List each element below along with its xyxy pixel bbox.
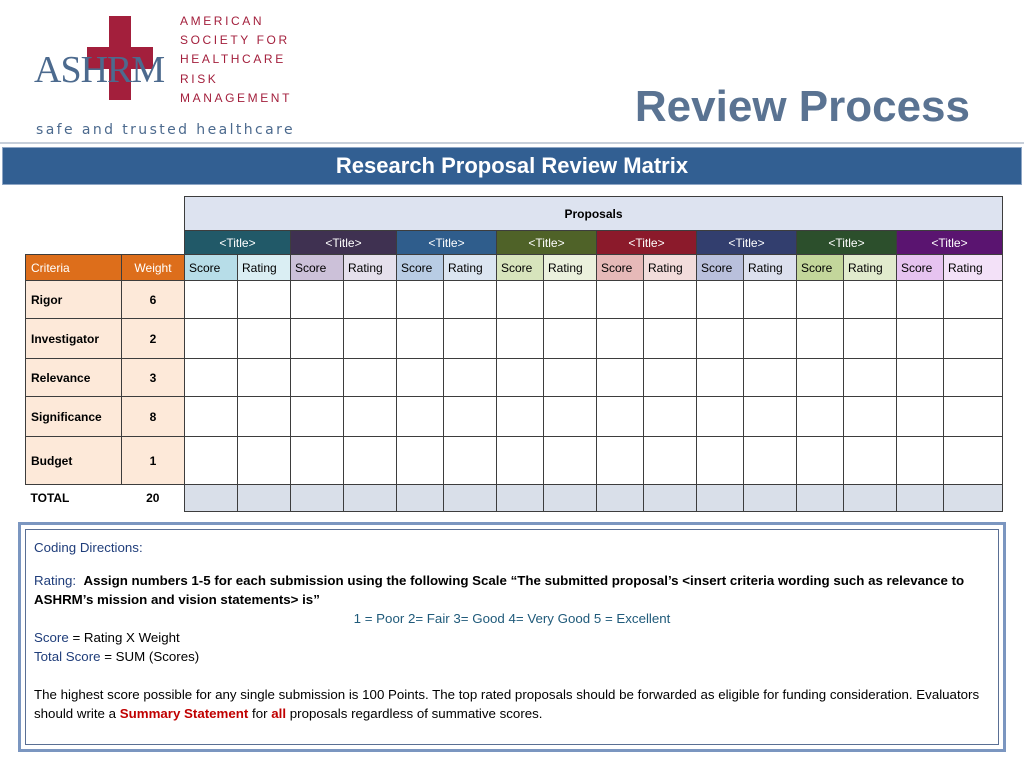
score-entry-cell[interactable]: [797, 437, 844, 485]
score-entry-cell[interactable]: [185, 359, 238, 397]
score-header: Score: [797, 255, 844, 281]
score-entry-cell[interactable]: [697, 359, 744, 397]
rating-entry-cell[interactable]: [944, 397, 1003, 437]
rating-header: Rating: [844, 255, 897, 281]
directions-heading: Coding Directions:: [34, 540, 143, 555]
total-rating-cell[interactable]: [944, 485, 1003, 512]
total-rating-cell[interactable]: [544, 485, 597, 512]
score-entry-cell[interactable]: [797, 319, 844, 359]
criteria-name: Relevance: [26, 359, 122, 397]
matrix-banner: Research Proposal Review Matrix: [2, 147, 1022, 185]
score-entry-cell[interactable]: [597, 437, 644, 485]
rating-scale: 1 = Poor 2= Fair 3= Good 4= Very Good 5 = Excellent: [353, 611, 671, 626]
total-label: TOTAL: [30, 491, 70, 506]
rating-entry-cell[interactable]: [844, 359, 897, 397]
score-entry-cell[interactable]: [291, 437, 344, 485]
score-entry-cell[interactable]: [897, 359, 944, 397]
score-entry-cell[interactable]: [397, 397, 444, 437]
total-row: [26, 485, 1003, 512]
score-header: Score: [597, 255, 644, 281]
proposal-title: <Title>: [697, 231, 797, 255]
all-text: all: [271, 706, 287, 721]
total-score-cell[interactable]: [397, 485, 444, 512]
rating-entry-cell[interactable]: [344, 437, 397, 485]
rating-entry-cell[interactable]: [644, 397, 697, 437]
rating-header: Rating: [344, 255, 397, 281]
total-rating-cell[interactable]: [238, 485, 291, 512]
score-entry-cell[interactable]: [597, 397, 644, 437]
score-entry-cell[interactable]: [291, 281, 344, 319]
rating-entry-cell[interactable]: [744, 281, 797, 319]
score-entry-cell[interactable]: [797, 359, 844, 397]
score-entry-cell[interactable]: [897, 319, 944, 359]
proposal-title: <Title>: [497, 231, 597, 255]
criteria-weight: 8: [122, 397, 185, 437]
score-entry-cell[interactable]: [497, 319, 544, 359]
note-text-3: proposals regardless of summative scores.: [286, 706, 543, 721]
rating-entry-cell[interactable]: [344, 397, 397, 437]
score-entry-cell[interactable]: [797, 397, 844, 437]
header-divider: [0, 142, 1024, 144]
score-entry-cell[interactable]: [697, 437, 744, 485]
total-score-cell[interactable]: [291, 485, 344, 512]
score-entry-cell[interactable]: [897, 281, 944, 319]
proposal-title: <Title>: [597, 231, 697, 255]
rating-entry-cell[interactable]: [744, 437, 797, 485]
blank-cell: [26, 231, 185, 255]
logo-line: AMERICAN: [180, 14, 265, 28]
rating-entry-cell[interactable]: [544, 319, 597, 359]
rating-entry-cell[interactable]: [238, 319, 291, 359]
criteria-weight: 6: [122, 281, 185, 319]
rating-entry-cell[interactable]: [444, 437, 497, 485]
criteria-weight: 2: [122, 319, 185, 359]
coding-directions-box: [18, 522, 1006, 752]
score-entry-cell[interactable]: [397, 437, 444, 485]
criteria-weight: 3: [122, 359, 185, 397]
rating-header: Rating: [444, 255, 497, 281]
rating-entry-cell[interactable]: [944, 437, 1003, 485]
score-entry-cell[interactable]: [897, 397, 944, 437]
criteria-row: [26, 281, 1003, 319]
score-header: Score: [497, 255, 544, 281]
score-entry-cell[interactable]: [597, 359, 644, 397]
logo-wordmark: [180, 12, 320, 108]
logo-tagline: safe and trusted healthcare: [36, 122, 295, 138]
total-rating-cell[interactable]: [644, 485, 697, 512]
rating-entry-cell[interactable]: [238, 281, 291, 319]
rating-entry-cell[interactable]: [238, 359, 291, 397]
proposal-title: <Title>: [185, 231, 291, 255]
score-entry-cell[interactable]: [697, 281, 744, 319]
score-entry-cell[interactable]: [597, 319, 644, 359]
logo-line: SOCIETY FOR: [180, 33, 290, 48]
rating-entry-cell[interactable]: [944, 359, 1003, 397]
rating-entry-cell[interactable]: [944, 319, 1003, 359]
note-text-2: for: [248, 706, 272, 721]
weight-header: Weight: [122, 255, 185, 281]
ashrm-logo: [30, 12, 320, 142]
criteria-row: [26, 437, 1003, 485]
score-entry-cell[interactable]: [697, 319, 744, 359]
rating-entry-cell[interactable]: [544, 281, 597, 319]
score-entry-cell[interactable]: [291, 319, 344, 359]
coding-directions-content: [25, 529, 999, 745]
score-entry-cell[interactable]: [397, 281, 444, 319]
total-score-cell[interactable]: [185, 485, 238, 512]
score-entry-cell[interactable]: [185, 437, 238, 485]
score-entry-cell[interactable]: [897, 437, 944, 485]
score-header: Score: [185, 255, 238, 281]
criteria-row: [26, 359, 1003, 397]
total-score-formula: [34, 647, 990, 666]
total-score-cell[interactable]: [897, 485, 944, 512]
criteria-row: [26, 397, 1003, 437]
rating-entry-cell[interactable]: [844, 281, 897, 319]
note-text-1: The highest score possible for any single submission is 100 Points. The top rated proposals should be forwarded as eligible for funding consideration. Evaluators should write a: [34, 687, 980, 721]
rating-entry-cell[interactable]: [744, 397, 797, 437]
rating-entry-cell[interactable]: [644, 281, 697, 319]
score-entry-cell[interactable]: [397, 319, 444, 359]
rating-instruction: [34, 571, 990, 609]
criteria-name: Budget: [26, 437, 122, 485]
total-rating-cell[interactable]: [444, 485, 497, 512]
score-entry-cell[interactable]: [291, 359, 344, 397]
total-rating-cell[interactable]: [744, 485, 797, 512]
score-entry-cell[interactable]: [497, 359, 544, 397]
rating-entry-cell[interactable]: [744, 359, 797, 397]
rating-entry-cell[interactable]: [544, 437, 597, 485]
rating-entry-cell[interactable]: [844, 319, 897, 359]
rating-header: Rating: [644, 255, 697, 281]
score-formula: [34, 628, 990, 647]
blank-cell: [26, 197, 185, 231]
score-header: Score: [897, 255, 944, 281]
score-entry-cell[interactable]: [697, 397, 744, 437]
proposal-title: <Title>: [397, 231, 497, 255]
rating-label: Rating:: [34, 573, 77, 588]
rating-entry-cell[interactable]: [444, 397, 497, 437]
rating-entry-cell[interactable]: [844, 437, 897, 485]
proposal-title: <Title>: [291, 231, 397, 255]
rating-text: Assign numbers 1-5 for each submission using the following Scale “The submitted proposal’s <insert criteria wording such as relevance to ASHRM’s mission and vision statements> is”: [34, 573, 965, 607]
logo-line: HEALTHCARE: [180, 52, 286, 67]
review-matrix: [25, 196, 1003, 512]
proposal-title: <Title>: [797, 231, 897, 255]
total-score-cell[interactable]: [797, 485, 844, 512]
score-entry-cell[interactable]: [397, 359, 444, 397]
logo-line: RISK: [180, 71, 219, 86]
total-rating-cell[interactable]: [344, 485, 397, 512]
total-score-cell[interactable]: [497, 485, 544, 512]
score-formula-text: = Rating X Weight: [68, 630, 180, 645]
proposals-header: Proposals: [185, 197, 1003, 231]
score-entry-cell[interactable]: [185, 319, 238, 359]
total-score-cell[interactable]: [697, 485, 744, 512]
criteria-name: Investigator: [26, 319, 122, 359]
criteria-row: [26, 319, 1003, 359]
criteria-weight: 1: [122, 437, 185, 485]
criteria-name: Rigor: [26, 281, 122, 319]
score-entry-cell[interactable]: [497, 281, 544, 319]
rating-entry-cell[interactable]: [644, 359, 697, 397]
rating-header: Rating: [544, 255, 597, 281]
rating-header: Rating: [744, 255, 797, 281]
criteria-name: Significance: [26, 397, 122, 437]
rating-entry-cell[interactable]: [644, 319, 697, 359]
score-header: Score: [397, 255, 444, 281]
rating-entry-cell[interactable]: [238, 437, 291, 485]
score-entry-cell[interactable]: [797, 281, 844, 319]
score-entry-cell[interactable]: [291, 397, 344, 437]
score-entry-cell[interactable]: [185, 281, 238, 319]
rating-entry-cell[interactable]: [444, 319, 497, 359]
score-entry-cell[interactable]: [185, 397, 238, 437]
total-weight: 20: [146, 491, 160, 506]
rating-header: Rating: [944, 255, 1003, 281]
rating-entry-cell[interactable]: [844, 397, 897, 437]
logo-line: MANAGEMENT: [180, 90, 293, 105]
rating-entry-cell[interactable]: [744, 319, 797, 359]
total-score-text: = SUM (Scores): [100, 649, 200, 664]
score-entry-cell[interactable]: [597, 281, 644, 319]
rating-entry-cell[interactable]: [344, 359, 397, 397]
rating-entry-cell[interactable]: [944, 281, 1003, 319]
total-score-label: Total Score: [34, 649, 101, 664]
rating-entry-cell[interactable]: [344, 319, 397, 359]
logo-acronym: ASHRM: [34, 49, 165, 91]
summary-statement-text: Summary Statement: [119, 706, 249, 721]
proposal-title: <Title>: [897, 231, 1003, 255]
score-header: Score: [697, 255, 744, 281]
score-entry-cell[interactable]: [497, 397, 544, 437]
scoring-note: [34, 685, 990, 723]
page-title: Review Process: [634, 82, 970, 131]
rating-entry-cell[interactable]: [544, 359, 597, 397]
rating-entry-cell[interactable]: [444, 281, 497, 319]
rating-entry-cell[interactable]: [444, 359, 497, 397]
score-formula-label: Score: [34, 630, 69, 645]
rating-entry-cell[interactable]: [238, 397, 291, 437]
total-score-cell[interactable]: [597, 485, 644, 512]
rating-entry-cell[interactable]: [644, 437, 697, 485]
total-rating-cell[interactable]: [844, 485, 897, 512]
rating-header: Rating: [238, 255, 291, 281]
score-header: Score: [291, 255, 344, 281]
rating-entry-cell[interactable]: [344, 281, 397, 319]
score-entry-cell[interactable]: [497, 437, 544, 485]
rating-entry-cell[interactable]: [544, 397, 597, 437]
criteria-header: Criteria: [26, 255, 122, 281]
